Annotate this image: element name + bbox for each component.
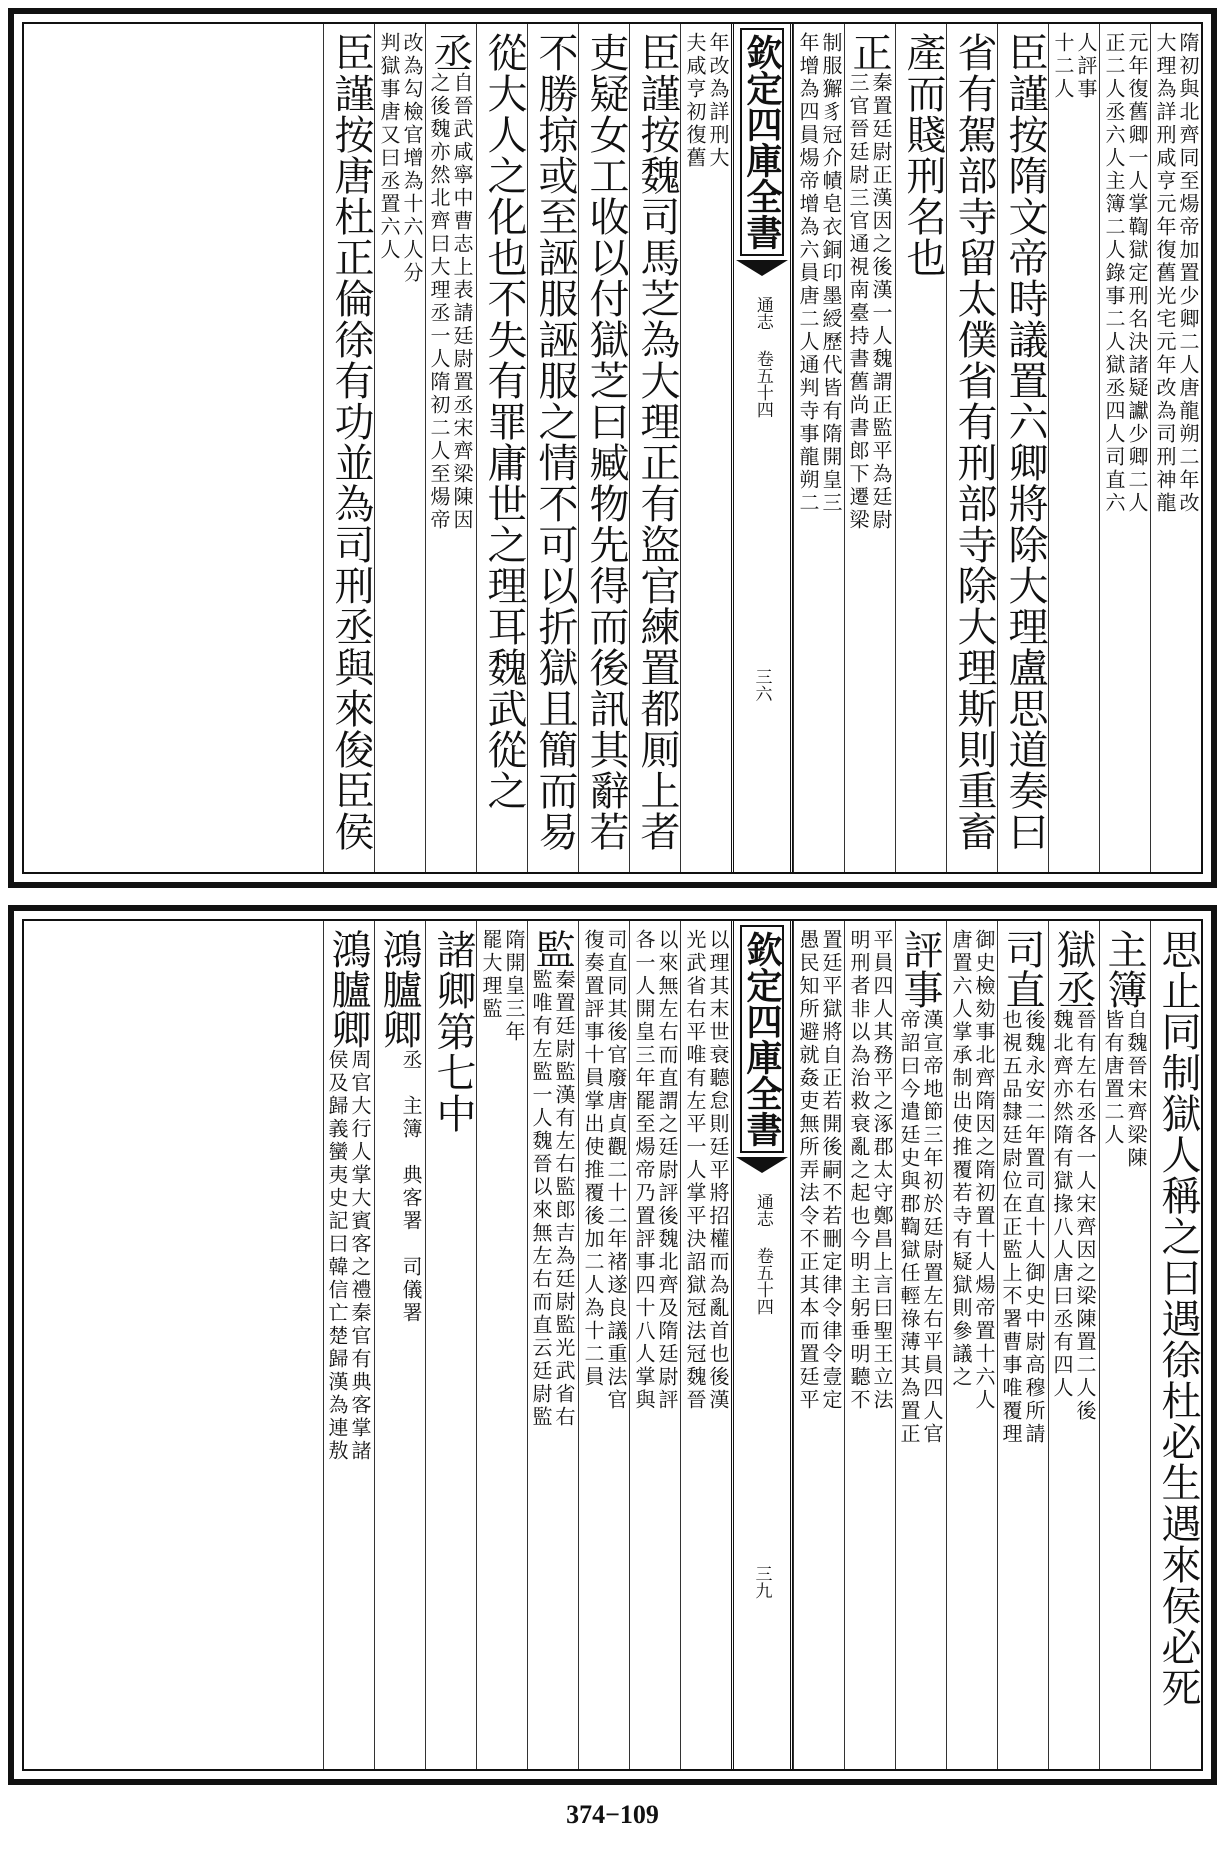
book-title: 欽定四庫全書 (740, 925, 784, 1153)
text-column (374, 921, 425, 1769)
text-column (374, 24, 425, 872)
annotation-line: 正二人丞六人主簿二人錄事二人獄丞四人司直六 (1102, 32, 1126, 515)
annotation-line: 三官晉廷尉三官通視南臺持書舊尚書郎下遷梁 (846, 72, 870, 532)
annotation-line: 判獄事唐又曰丞置六人 (377, 32, 401, 262)
leaf-number: 三六 (751, 668, 772, 702)
bottom-text-frame (22, 919, 1203, 1771)
section-heading: 丞 (427, 32, 473, 72)
text-column (578, 921, 629, 1769)
annotation-line: 自魏晉宋齊梁陳 (1124, 1009, 1148, 1170)
text-column (793, 24, 844, 872)
annotation-line: 之後魏亦然北齊曰大理丞一人隋初二人至煬帝 (427, 72, 451, 532)
annotation-line: 復奏置評事十員掌出使推覆後加二人為十二員 (581, 929, 605, 1389)
annotation-line: 秦置廷尉監漢有左右監郎吉為廷尉監光武省右 (552, 969, 576, 1429)
annotation-line: 漢宣帝地節三年初於廷尉置左右平員四人官 (920, 1009, 944, 1446)
text-column: 臣謹按唐杜正倫徐有功並為司刑丞與來俊臣侯 (323, 24, 374, 872)
annotation-line: 丞 主簿 典客署 司儀署 (399, 1049, 423, 1325)
annotation-line: 大理為詳刑咸亨元年復舊光宅元年改為司刑神龍 (1153, 32, 1177, 515)
annotation-line: 後魏永安二年置司直十人御史中尉高穆所請 (1022, 1009, 1046, 1446)
annotation-line: 魏北齊亦然隋有獄掾八人唐曰丞有四人 (1050, 1009, 1074, 1400)
annotation-line: 平員四人其務平之涿郡太守鄭昌上言曰聖王立法 (870, 929, 894, 1412)
volume-label: 通志 卷五十四 (752, 296, 773, 418)
text-column (629, 921, 680, 1769)
text-column: 不勝掠或至誣服誣服之情不可以折獄且簡而易 (527, 24, 578, 872)
annotation-line: 制服獬豸冠介幘皂衣銅印墨綬歷代皆有隋開皇三 (819, 32, 843, 515)
page-footer-number: 374−109 (566, 1800, 659, 1829)
center-fold-column (731, 24, 793, 872)
annotation-line: 十二人 (1051, 32, 1075, 101)
annotation-line: 罷大理監 (479, 929, 503, 1021)
annotation-line: 自晉武咸寧中曹志上表請廷尉置丞宋齊梁陳因 (450, 72, 474, 532)
section-heading: 鴻臚卿 (325, 929, 371, 1049)
section-heading: 司直 (999, 929, 1045, 1009)
section-heading: 評事 (897, 929, 943, 1009)
section-heading: 主簿 (1101, 929, 1147, 1009)
text-column: 省有駕部寺留太僕省有刑部寺除大理斯則重畜 (946, 24, 997, 872)
bottom-page-panel (8, 905, 1217, 1785)
text-column (793, 921, 844, 1769)
annotation-line: 以理其末世衰聽怠則廷平將招權而為亂首也後漢 (706, 929, 730, 1412)
annotation-line: 愚民知所避就姦吏無所弄法令不正其本而置廷平 (796, 929, 820, 1412)
text-column: 產而賤刑名也 (895, 24, 946, 872)
text-column (997, 921, 1048, 1769)
annotation-line: 皆有唐置二人 (1101, 1009, 1125, 1147)
annotation-line: 以來無左右而直謂之廷尉評後魏北齊及隋廷尉評 (655, 929, 679, 1412)
text-column (1150, 24, 1201, 872)
text-column (1099, 24, 1150, 872)
text-column (680, 921, 731, 1769)
top-text-frame (22, 22, 1203, 874)
text-column (844, 921, 895, 1769)
annotation-line (376, 1049, 399, 1325)
fishtail-ornament (736, 260, 788, 276)
annotation-line: 司直同其後官廢唐貞觀二十二年褚遂良議重法官 (604, 929, 628, 1412)
text-column: 從大人之化也不失有罪庸世之理耳魏武從之 (476, 24, 527, 872)
text-column (844, 24, 895, 872)
annotation-line: 改為勾檢官增為十六人分 (400, 32, 424, 285)
annotation-line: 隋初與北齊同至煬帝加置少卿二人唐龍朔二年改 (1176, 32, 1200, 515)
annotation-line: 監唯有左監一人魏晉以來無左右而直云廷尉監 (529, 969, 553, 1429)
text-column (476, 921, 527, 1769)
section-heading: 監 (529, 929, 575, 969)
section-heading: 獄丞 (1050, 929, 1096, 1009)
text-column: 吏疑女工收以付獄芝曰臧物先得而後訊其辭若 (578, 24, 629, 872)
text-column (680, 24, 731, 872)
text-column (527, 921, 578, 1769)
annotation-line: 秦置廷尉正漢因之後漢一人魏謂正監平為廷尉 (869, 72, 893, 532)
text-column (1048, 24, 1099, 872)
text-column: 思止同制獄人稱之曰遇徐杜必生遇來侯必死 (1150, 921, 1201, 1769)
section-heading: 正 (846, 32, 892, 72)
annotation-line: 唐置六人掌承制出使推覆若寺有疑獄則參議之 (949, 929, 973, 1389)
text-column (895, 921, 946, 1769)
annotation-line: 晉有左右丞各一人宋齊因之梁陳置二人後 (1073, 1009, 1097, 1423)
annotation-line: 年增為四員煬帝增為六員唐二人通判寺事龍朔二 (796, 32, 820, 515)
annotation-line: 明刑者非以為治救衰亂之起也今明主躬垂明聽不 (847, 929, 871, 1412)
book-title: 欽定四庫全書 (740, 28, 784, 256)
annotation-line: 隋開皇三年 (502, 929, 526, 1044)
annotation-line: 人評事 (1074, 32, 1098, 101)
volume-label: 通志 卷五十四 (752, 1193, 773, 1315)
annotation-line: 周官大行人掌大賓客之禮秦官有典客掌諸 (348, 1049, 372, 1463)
section-heading: 鴻臚卿 (376, 929, 422, 1049)
text-column: 臣謹按隋文帝時議置六卿將除大理盧思道奏曰 (997, 24, 1048, 872)
annotation-line: 置廷平獄將自正若開後嗣不若刪定律令律令壹定 (819, 929, 843, 1412)
annotation-line: 元年復舊卿一人掌鞫獄定刑名決諸疑讞少卿二人 (1125, 32, 1149, 515)
annotation-line: 光武省右平唯有左平一人掌平決詔獄冠法冠魏晉 (683, 929, 707, 1412)
text-column: 臣謹按魏司馬芝為大理正有盜官練置都厠上者 (629, 24, 680, 872)
annotation-line: 各一人開皇三年罷至煬帝乃置評事四十八人掌與 (632, 929, 656, 1412)
text-column (1048, 921, 1099, 1769)
annotation-line: 帝詔曰今遣廷史與郡鞫獄任輕祿薄其為置正 (897, 1009, 921, 1446)
fishtail-ornament (736, 1157, 788, 1173)
text-column: 諸卿第七中 (425, 921, 476, 1769)
annotation-line: 御史檢劾事北齊隋因之隋初置十人煬帝置十六人 (972, 929, 996, 1412)
text-column (323, 921, 374, 1769)
annotation-line: 侯及歸義蠻夷史記曰韓信亡楚歸漢為連敖 (325, 1049, 349, 1463)
annotation-line: 年改為詳刑大 (706, 32, 730, 170)
text-column (1099, 921, 1150, 1769)
text-column (425, 24, 476, 872)
annotation-line: 夫咸亨初復舊 (683, 32, 707, 170)
text-column (946, 921, 997, 1769)
annotation-line: 也視五品隸廷尉位在正監上不署曹事唯覆理 (999, 1009, 1023, 1446)
center-fold-column (731, 921, 793, 1769)
leaf-number: 三九 (751, 1565, 772, 1599)
top-page-panel (8, 8, 1217, 888)
